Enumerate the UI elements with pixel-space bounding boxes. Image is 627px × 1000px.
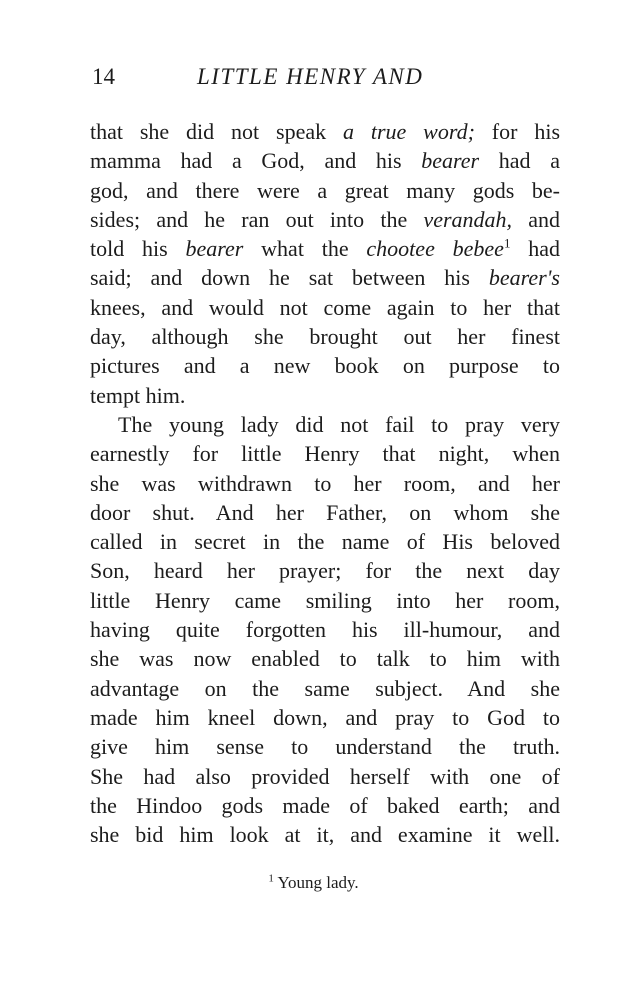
footnote-text: Young lady. bbox=[277, 873, 359, 892]
page-header bbox=[0, 64, 627, 104]
text-line: she was withdrawn to her room, and her bbox=[90, 470, 560, 496]
footnote-marker: 1 bbox=[503, 235, 511, 251]
text-line: the Hindoo gods made of baked earth; and bbox=[90, 792, 560, 818]
text-line: earnestly for little Henry that night, when bbox=[90, 441, 560, 467]
text-line: called in secret in the name of His beloved bbox=[90, 529, 560, 555]
text-line: Son, heard her prayer; for the next day bbox=[90, 558, 560, 584]
text-line: tempt him. bbox=[90, 382, 186, 408]
text-line: knees, and would not come again to her that bbox=[90, 294, 560, 320]
text-line: advantage on the same subject. And she bbox=[90, 675, 560, 701]
page-number: 14 bbox=[92, 64, 115, 89]
text-line: she was now enabled to talk to him with bbox=[90, 646, 560, 672]
text-line: pictures and a new book on purpose to bbox=[90, 353, 560, 379]
text-line: little Henry came smiling into her room, bbox=[90, 587, 560, 613]
text-line: sides; and he ran out into the verandah, and bbox=[90, 206, 561, 232]
text-line: god, and there were a great many gods be- bbox=[90, 177, 560, 203]
text-line: The young lady did not fail to pray very bbox=[118, 411, 560, 437]
text-line: made him kneel down, and pray to God to bbox=[90, 704, 560, 730]
text-line: having quite forgotten his ill-humour, and bbox=[90, 617, 560, 643]
running-title: LITTLE HENRY AND bbox=[197, 64, 424, 89]
footnote bbox=[0, 873, 627, 893]
text-line: She had also provided herself with one of bbox=[90, 763, 560, 789]
text-line: that she did not speak a true word; for his bbox=[90, 119, 561, 144]
body-text bbox=[90, 117, 560, 849]
text-line: told his bearer what the chootee bebee$^1$ had bbox=[90, 235, 561, 262]
text-line: mamma had a God, and his bearer had a bbox=[90, 148, 560, 174]
text-line: door shut. And her Father, on whom she bbox=[90, 499, 560, 525]
text-line: give him sense to understand the truth. bbox=[90, 734, 560, 760]
text-line: said; and down he sat between his bearer's bbox=[90, 265, 560, 291]
text-line: day, although she brought out her finest bbox=[90, 324, 560, 350]
text-line: she bid him look at it, and examine it well. bbox=[90, 822, 560, 848]
footnote-number: 1 bbox=[268, 872, 274, 885]
